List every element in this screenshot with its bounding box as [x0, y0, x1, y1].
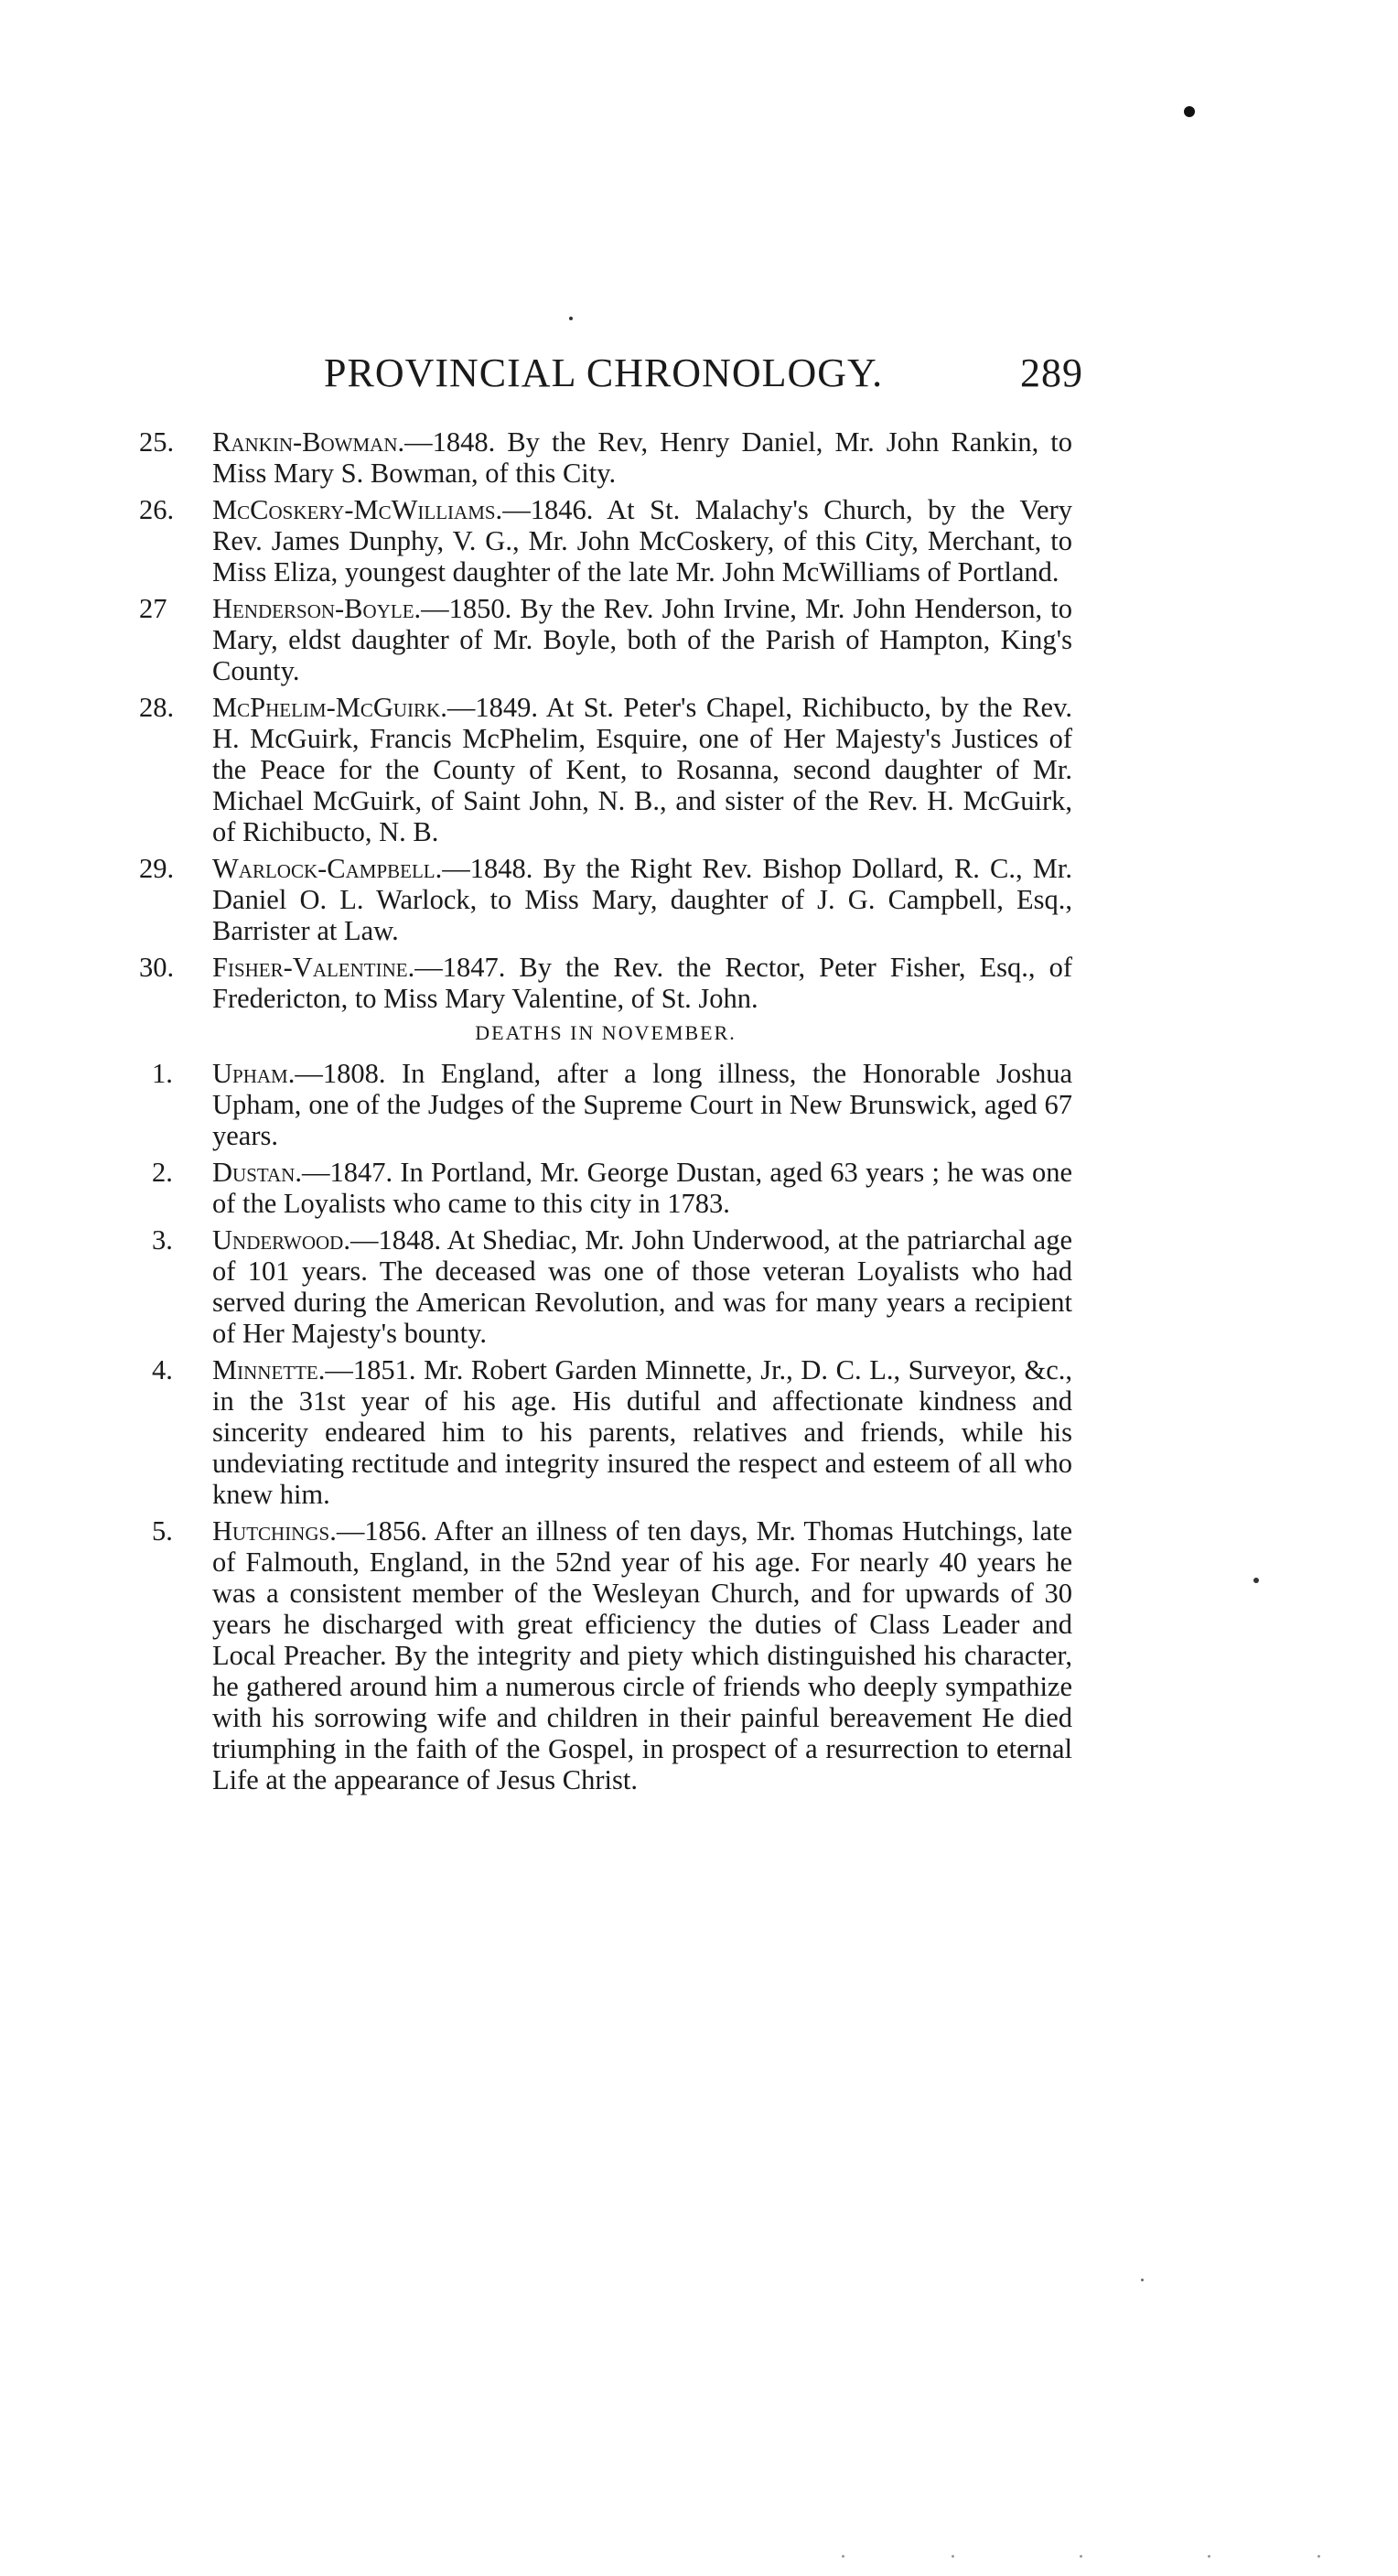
ink-dot: [569, 317, 573, 320]
entry-text: —1846. At St. Malachy's Church, by the Very Rev. James Dunphy, V. G., Mr. John McCoskery, of this City, Merchant, to Miss Eliza, youngest daughter of the late Mr. John McWilliams of Portland.: [212, 494, 1072, 587]
marriage-entry: [139, 494, 1072, 587]
entry-text: —1856. After an illness of ten days, Mr. Thomas Hutchings, late of Falmouth, England, in the 52nd year of his age. For nearly 40 years he was a consistent member of the Wesleyan Church, and for upwards of 30 years he discharged with great efficiency the duties of Class Leader and Local Preacher. By the integrity and piety which distinguished his character, he gathered around him a numerous circle of friends who deeply sympathize with his sorrowing wife and children in their painful bereavement He died triumphing in the faith of the Gospel, in prospect of a resurrection to eternal Life at the appearance of Jesus Christ.: [212, 1515, 1072, 1795]
entry-name: Rankin-Bowman.: [212, 426, 405, 458]
entry-number: 29.: [139, 853, 175, 884]
death-entry: [139, 1515, 1072, 1795]
entry-name: McCoskery-McWilliams.: [212, 494, 503, 525]
entry-number: 3.: [152, 1224, 173, 1256]
entry-number: 26.: [139, 494, 175, 525]
entry-number: 1.: [152, 1058, 173, 1089]
ink-dot: [1141, 2279, 1144, 2281]
page-number: 289: [1020, 350, 1083, 395]
ink-speck: [842, 2555, 844, 2558]
death-entry: [139, 1058, 1072, 1151]
death-entry: [139, 1157, 1072, 1219]
entry-text: —1847. By the Rev. the Rector, Peter Fisher, Esq., of Fredericton, to Miss Mary Valentine, of St. John.: [212, 952, 1072, 1014]
section-heading: DEATHS IN NOVEMBER.: [475, 1021, 737, 1044]
ink-dot: [1184, 106, 1195, 117]
entry-name: Hutchings.: [212, 1515, 337, 1547]
entry-number: 2.: [152, 1157, 173, 1188]
marriage-entry: [139, 952, 1072, 1014]
entry-text: —1849. At St. Peter's Chapel, Richibucto, by the Rev. H. McGuirk, Francis McPhelim, Esquire, one of Her Majesty's Justices of the Peace for the County of Kent, to Rosanna, second daughter of Mr. Michael McGuirk, of Saint John, N. B., and sister of the Rev. H. McGuirk, of Richibucto, N. B.: [212, 692, 1072, 847]
entry-name: Underwood.: [212, 1224, 350, 1256]
entry-number: 25.: [139, 426, 175, 458]
page-body: [139, 426, 1072, 1801]
entry-name: Henderson-Boyle.: [212, 593, 422, 624]
death-entry: [139, 1354, 1072, 1510]
entry-text: —1848. At Shediac, Mr. John Underwood, at the patriarchal age of 101 years. The deceased was one of those veteran Loyalists who had served during the American Revolution, and was for many years a recipient of Her Majesty's bounty.: [212, 1224, 1072, 1349]
ink-speck: [1208, 2555, 1210, 2558]
entry-name: Upham.: [212, 1058, 296, 1089]
entry-name: Warlock-Campbell.: [212, 853, 443, 884]
entry-text: —1848. By the Rev, Henry Daniel, Mr. John Rankin, to Miss Mary S. Bowman, of this City.: [212, 426, 1072, 489]
ink-speck: [952, 2555, 954, 2558]
entry-text: —1850. By the Rev. John Irvine, Mr. John Henderson, to Mary, eldst daughter of Mr. Boyle, both of the Parish of Hampton, King's County.: [212, 593, 1072, 686]
entry-text: —1808. In England, after a long illness, the Honorable Joshua Upham, one of the Judges of the Supreme Court in New Brunswick, aged 67 years.: [212, 1058, 1072, 1151]
ink-dot: [1253, 1578, 1259, 1583]
death-entry: [139, 1224, 1072, 1349]
entry-text: —1847. In Portland, Mr. George Dustan, aged 63 years ; he was one of the Loyalists who came to this city in 1783.: [212, 1157, 1072, 1219]
entry-name: Dustan.: [212, 1157, 302, 1188]
ink-speck: [1317, 2555, 1320, 2558]
page-header: [324, 350, 1083, 406]
ink-speck: [1080, 2555, 1082, 2558]
entry-number: 4.: [152, 1354, 173, 1385]
entry-text: —1848. By the Right Rev. Bishop Dollard, R. C., Mr. Daniel O. L. Warlock, to Miss Mary, daughter of J. G. Campbell, Esq., Barrister at Law.: [212, 853, 1072, 946]
entry-name: Minnette.: [212, 1354, 326, 1385]
entry-name: Fisher-Valentine.: [212, 952, 415, 983]
running-title: PROVINCIAL CHRONOLOGY.: [324, 350, 884, 395]
entry-text: —1851. Mr. Robert Garden Minnette, Jr., D. C. L., Surveyor, &c., in the 31st year of his age. His dutiful and affectionate kindness and sincerity endeared him to his parents, relatives and friends, while his undeviating rectitude and integrity insured the respect and esteem of all who knew him.: [212, 1354, 1072, 1510]
entry-number: 5.: [152, 1515, 173, 1547]
entry-number: 28.: [139, 692, 175, 723]
entry-number: 30.: [139, 952, 175, 983]
entry-name: McPhelim-McGuirk.: [212, 692, 447, 723]
entry-number: 27: [139, 593, 167, 624]
marriage-entry: [139, 426, 1072, 489]
marriage-entry: [139, 692, 1072, 847]
marriage-entry: [139, 593, 1072, 686]
marriage-entry: [139, 853, 1072, 946]
